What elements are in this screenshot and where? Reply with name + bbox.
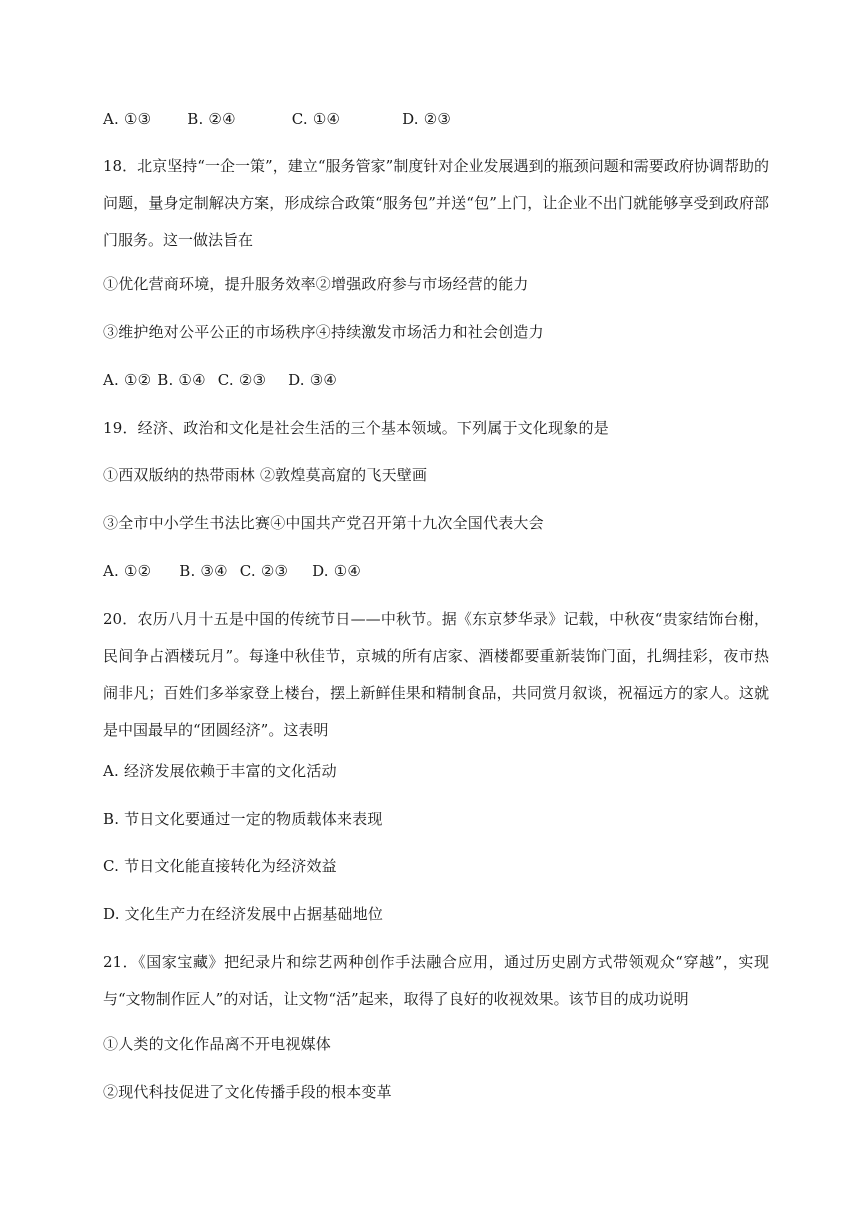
q19-option-a: A. ①② [103,562,152,580]
q19-options [103,561,763,581]
q18-option-a: A. ①② [103,371,152,389]
q18-option-d: D. ③④ [288,371,338,389]
q17-option-c: C. ①④ [291,110,341,128]
q21-item-1: ①人类的文化作品离不开电视媒体 [103,1035,332,1053]
q20-option-d: D. 文化生产力在经济发展中占据基础地位 [103,905,384,923]
q19-option-c: C. ②③ [239,562,289,580]
q20-stem: 20．农历八月十五是中国的传统节日——中秋节。据《东京梦华录》记载，中秋夜“贵家结饰台榭，民间争占酒楼玩月”。每逢中秋佳节，京城的所有店家、酒楼都要重新装饰门面，扎绸挂彩，夜市热闹非凡；百姓们多举家登上楼台，摆上新鲜佳果和精制食品，共同赏月叙谈，祝福远方的家人。这就是中国最早的“团圆经济”。这表明 [103,610,769,739]
q19-option-b: B. ③④ [179,562,228,580]
q21-item-2: ②现代科技促进了文化传播手段的根本变革 [103,1083,392,1101]
q17-option-b: B. ②④ [187,110,236,128]
q17-option-a: A. ①③ [103,110,152,128]
q19-stem: 19．经济、政治和文化是社会生活的三个基本领域。下列属于文化现象的是 [103,419,609,437]
q18-items-line2: ③维护绝对公平公正的市场秩序④持续激发市场活力和社会创造力 [103,323,544,341]
q17-option-d: D. ②③ [402,110,452,128]
q20-option-a: A. 经济发展依赖于丰富的文化活动 [103,762,337,780]
q18-options [103,370,763,390]
q19-items-line1: ①西双版纳的热带雨林 ②敦煌莫高窟的飞天壁画 [103,466,428,484]
q18-stem: 18．北京坚持“一企一策”，建立“服务管家”制度针对企业发展遇到的瓶颈问题和需要政府协调帮助的问题，量身定制解决方案，形成综合政策“服务包”并送“包”上门，让企业不出门就能够享受到政府部门服务。这一做法旨在 [103,157,769,249]
q20-option-c: C. 节日文化能直接转化为经济效益 [103,857,337,875]
q20-option-b: B. 节日文化要通过一定的物质载体来表现 [103,810,383,828]
q17-options [103,109,763,129]
q19-items-line2: ③全市中小学生书法比赛④中国共产党召开第十九次全国代表大会 [103,514,544,532]
q18-option-b: B. ①④ [157,371,206,389]
q19-option-d: D. ①④ [312,562,362,580]
q18-items-line1: ①优化营商环境，提升服务效率②增强政府参与市场经营的能力 [103,275,529,293]
q18-option-c: C. ②③ [217,371,267,389]
q21-stem: 21．《国家宝藏》把纪录片和综艺两种创作手法融合应用，通过历史剧方式带领观众“穿越”，实现与“文物制作匠人”的对话，让文物“活”起来，取得了良好的收视效果。该节目的成功说明 [103,953,769,1008]
